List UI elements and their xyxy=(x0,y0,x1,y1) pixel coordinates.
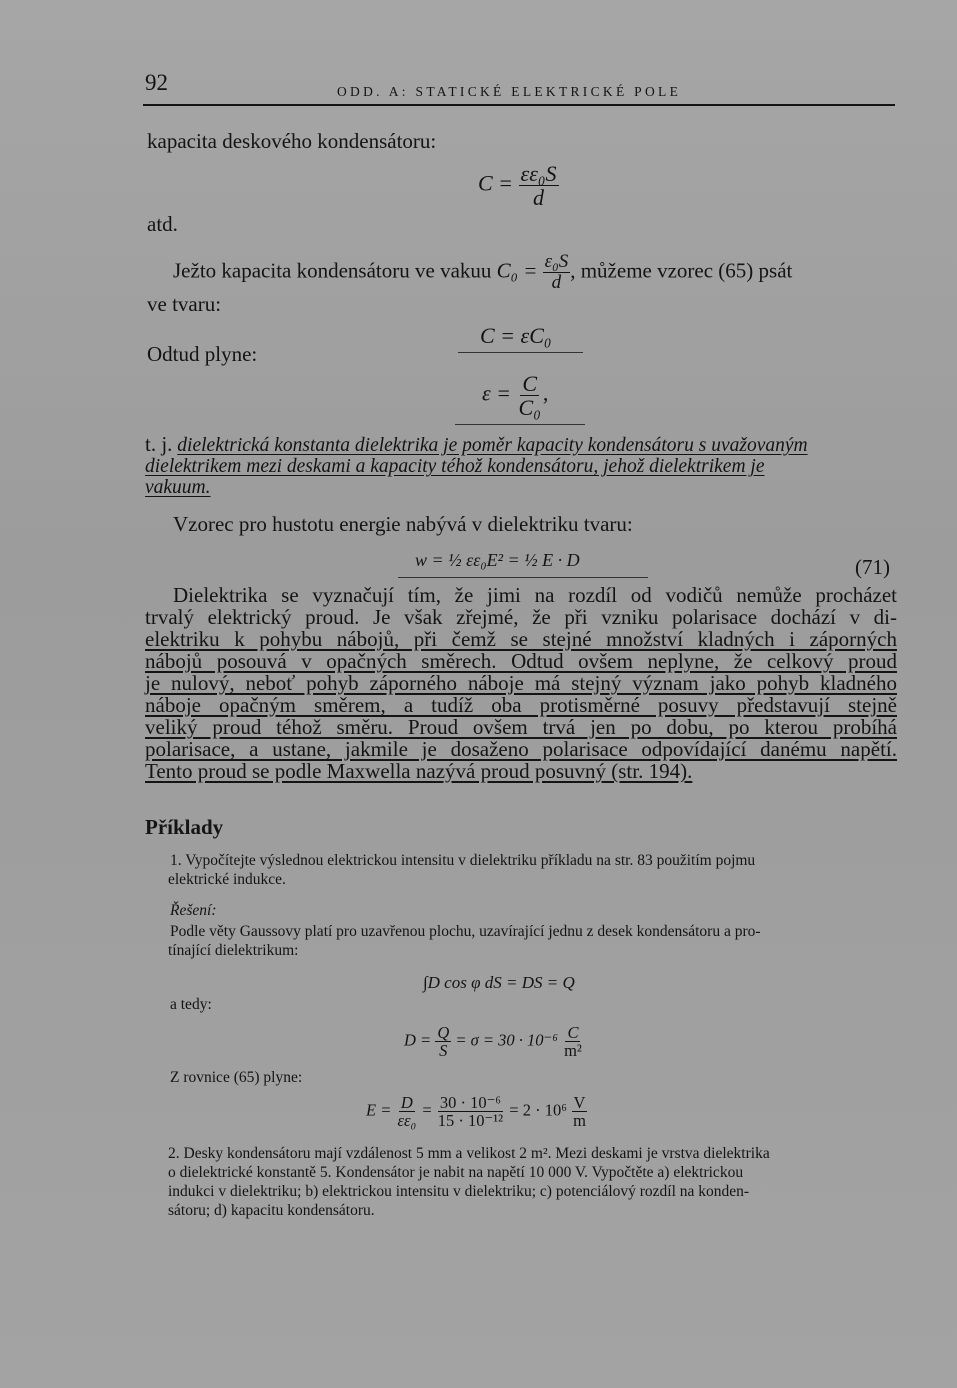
page-number: 92 xyxy=(145,70,168,95)
definition-text-2: dielektrikem mezi deskami a kapacity téhož kondensátoru, jehož dielektrikem je xyxy=(145,456,765,477)
para2 xyxy=(145,584,897,782)
example-2-line: sátoru; d) kapacitu kondensátoru. xyxy=(168,1202,375,1219)
eq3-den: C₀ xyxy=(518,395,541,421)
definition-line1 xyxy=(145,434,897,456)
integral-equation: ∫D cos φ dS = DS = Q xyxy=(423,973,575,992)
eqD-frac xyxy=(435,1024,451,1060)
para2-line: Dielektrika se vyznačují tím, že jimi na rozdíl od vodičů nemůže procházet xyxy=(173,583,897,607)
equation-capacitance xyxy=(478,162,559,209)
para2-line: veliký proud téhož směru. Proud ovšem trvá jen po dobu, po kterou probíhá xyxy=(145,715,897,739)
equation-D xyxy=(404,1024,584,1060)
example-2-line: o dielektrické konstantě 5. Kondensátor je nabit na napětí 10 000 V. Vypočtěte a) elektrickou xyxy=(168,1164,744,1181)
gauss-line1: Podle věty Gaussovy platí pro uzavřenou plochu, uzavírající jednu z desek kondensátoru a pro- xyxy=(170,923,761,940)
running-title: ODD. A: STATICKÉ ELEKTRICKÉ POLE xyxy=(337,84,682,99)
equation-E xyxy=(366,1094,588,1130)
para2-line: trvalý elektrický proud. Je však zřejmé, že při vzniku polarisace dochází v di- xyxy=(145,605,897,629)
example-2 xyxy=(168,1144,770,1220)
example-2-line: 2. Desky kondensátoru mají vzdálenost 5 mm a velikost 2 m². Mezi deskami je vrstva dielektrika xyxy=(168,1145,770,1162)
header-rule xyxy=(143,104,895,106)
gauss-line2: tínající dielektrikum: xyxy=(168,942,299,959)
eqE-den2: 15 · 10⁻¹² xyxy=(437,1111,504,1131)
para1-line1 xyxy=(173,252,792,293)
intro-line: kapacita deskového kondensátoru: xyxy=(147,129,437,153)
eqD-lhs: D = xyxy=(404,1030,432,1050)
equation-c-eps-c0: C = εC₀ xyxy=(480,323,552,348)
eqE-lhs: E = xyxy=(366,1100,392,1120)
energy-formula: w = ½ εε₀E² = ½ E · D xyxy=(415,550,580,570)
eq3-underline xyxy=(455,424,585,425)
eqE-frac2 xyxy=(436,1094,505,1130)
eqE-eq: = xyxy=(422,1100,432,1120)
eq1-num: εε₀S xyxy=(520,161,557,186)
para2-line: Tento proud se podle Maxwella nazývá proud posuvný (str. 194). xyxy=(145,759,693,783)
para2-line: nábojů posouvá v opačných směrech. Odtud ovšem neplyne, že celkový proud xyxy=(145,649,897,673)
eq3-tail: , xyxy=(542,380,549,406)
definition-block xyxy=(145,434,897,498)
eq1-lhs: C = xyxy=(478,170,514,196)
para2-line: polarisace, a ustane, jakmile je dosaženo polarisace odpovídající danému napětí. xyxy=(145,737,897,761)
para1-text-b: , můžeme vzorec (65) psát xyxy=(570,258,793,283)
example-2-line: indukci v dielektriku; b) elektrickou intensitu v dielektriku; c) potenciálový rozdíl na konden- xyxy=(168,1183,750,1200)
para1-c0: C₀ = xyxy=(496,258,538,283)
eq2-underline xyxy=(458,352,583,353)
equation-epsilon xyxy=(482,372,548,419)
para2-line: náboje opačným směrem, a tudíž oba protisměrné posuvy představují stejně xyxy=(145,693,897,717)
eqE-unit-den: m xyxy=(573,1111,586,1131)
para2-line: elektriku k pohybu nábojů, při čemž se stejné množství kladných i záporných xyxy=(145,627,897,651)
para1-text-a: Ježto kapacita kondensátoru ve vakuu xyxy=(173,258,492,283)
para1-fraction xyxy=(543,252,571,293)
para2-line: je nulový, neboť pohyb záporného náboje má stejný význam jako pohyb kladného xyxy=(145,671,897,695)
eqD-num: Q xyxy=(437,1023,450,1042)
example-1-line2: elektrické indukce. xyxy=(168,871,286,888)
eq1-fraction xyxy=(519,162,559,209)
eqD-unit-num: C xyxy=(567,1023,579,1042)
example-1-line1: 1. Vypočítejte výslednou elektrickou intensitu v dielektriku příkladu na str. 83 použitím pojmu xyxy=(170,852,756,869)
energy-underline xyxy=(398,577,648,578)
eq3-num: C xyxy=(522,371,538,396)
eq3-fraction xyxy=(517,372,543,419)
definition-prefix: t. j. xyxy=(145,432,173,456)
odtud-text: Odtud plyne: xyxy=(147,342,258,366)
z-rovnice: Z rovnice (65) plyne: xyxy=(170,1069,303,1086)
a-tedy: a tedy: xyxy=(170,996,212,1013)
eq3-lhs: ε = xyxy=(482,380,512,406)
eqE-num2: 30 · 10⁻⁶ xyxy=(439,1093,502,1112)
definition-text-1: dielektrická konstanta dielektrika je poměr kapacity kondensátoru s uvažovaným xyxy=(177,435,808,456)
para1-line2: ve tvaru: xyxy=(147,292,222,316)
definition-text-3: vakuum. xyxy=(145,477,211,498)
examples-heading: Příklady xyxy=(145,815,224,839)
eqE-mid: = 2 · 10⁶ xyxy=(509,1100,567,1120)
eqE-num1: D xyxy=(400,1093,413,1112)
eqE-unit-num: V xyxy=(573,1093,586,1112)
solution-label: Řešení: xyxy=(170,902,217,919)
para1-frac-num: ε₀S xyxy=(544,251,569,272)
eq1-den: d xyxy=(533,185,545,211)
eqD-unit xyxy=(562,1024,584,1060)
eqD-mid: = σ = 30 · 10⁻⁶ xyxy=(455,1030,558,1050)
eqE-frac1 xyxy=(395,1094,418,1130)
eqD-unit-den: m² xyxy=(564,1041,582,1061)
atd-text: atd. xyxy=(147,212,178,236)
para1-frac-den: d xyxy=(551,271,562,293)
eqE-den1: εε₀ xyxy=(397,1111,417,1131)
eqD-den: S xyxy=(439,1041,448,1061)
equation-number-71: (71) xyxy=(855,555,890,579)
eqE-unit xyxy=(571,1094,588,1130)
energy-intro: Vzorec pro hustotu energie nabývá v dielektriku tvaru: xyxy=(173,512,633,536)
